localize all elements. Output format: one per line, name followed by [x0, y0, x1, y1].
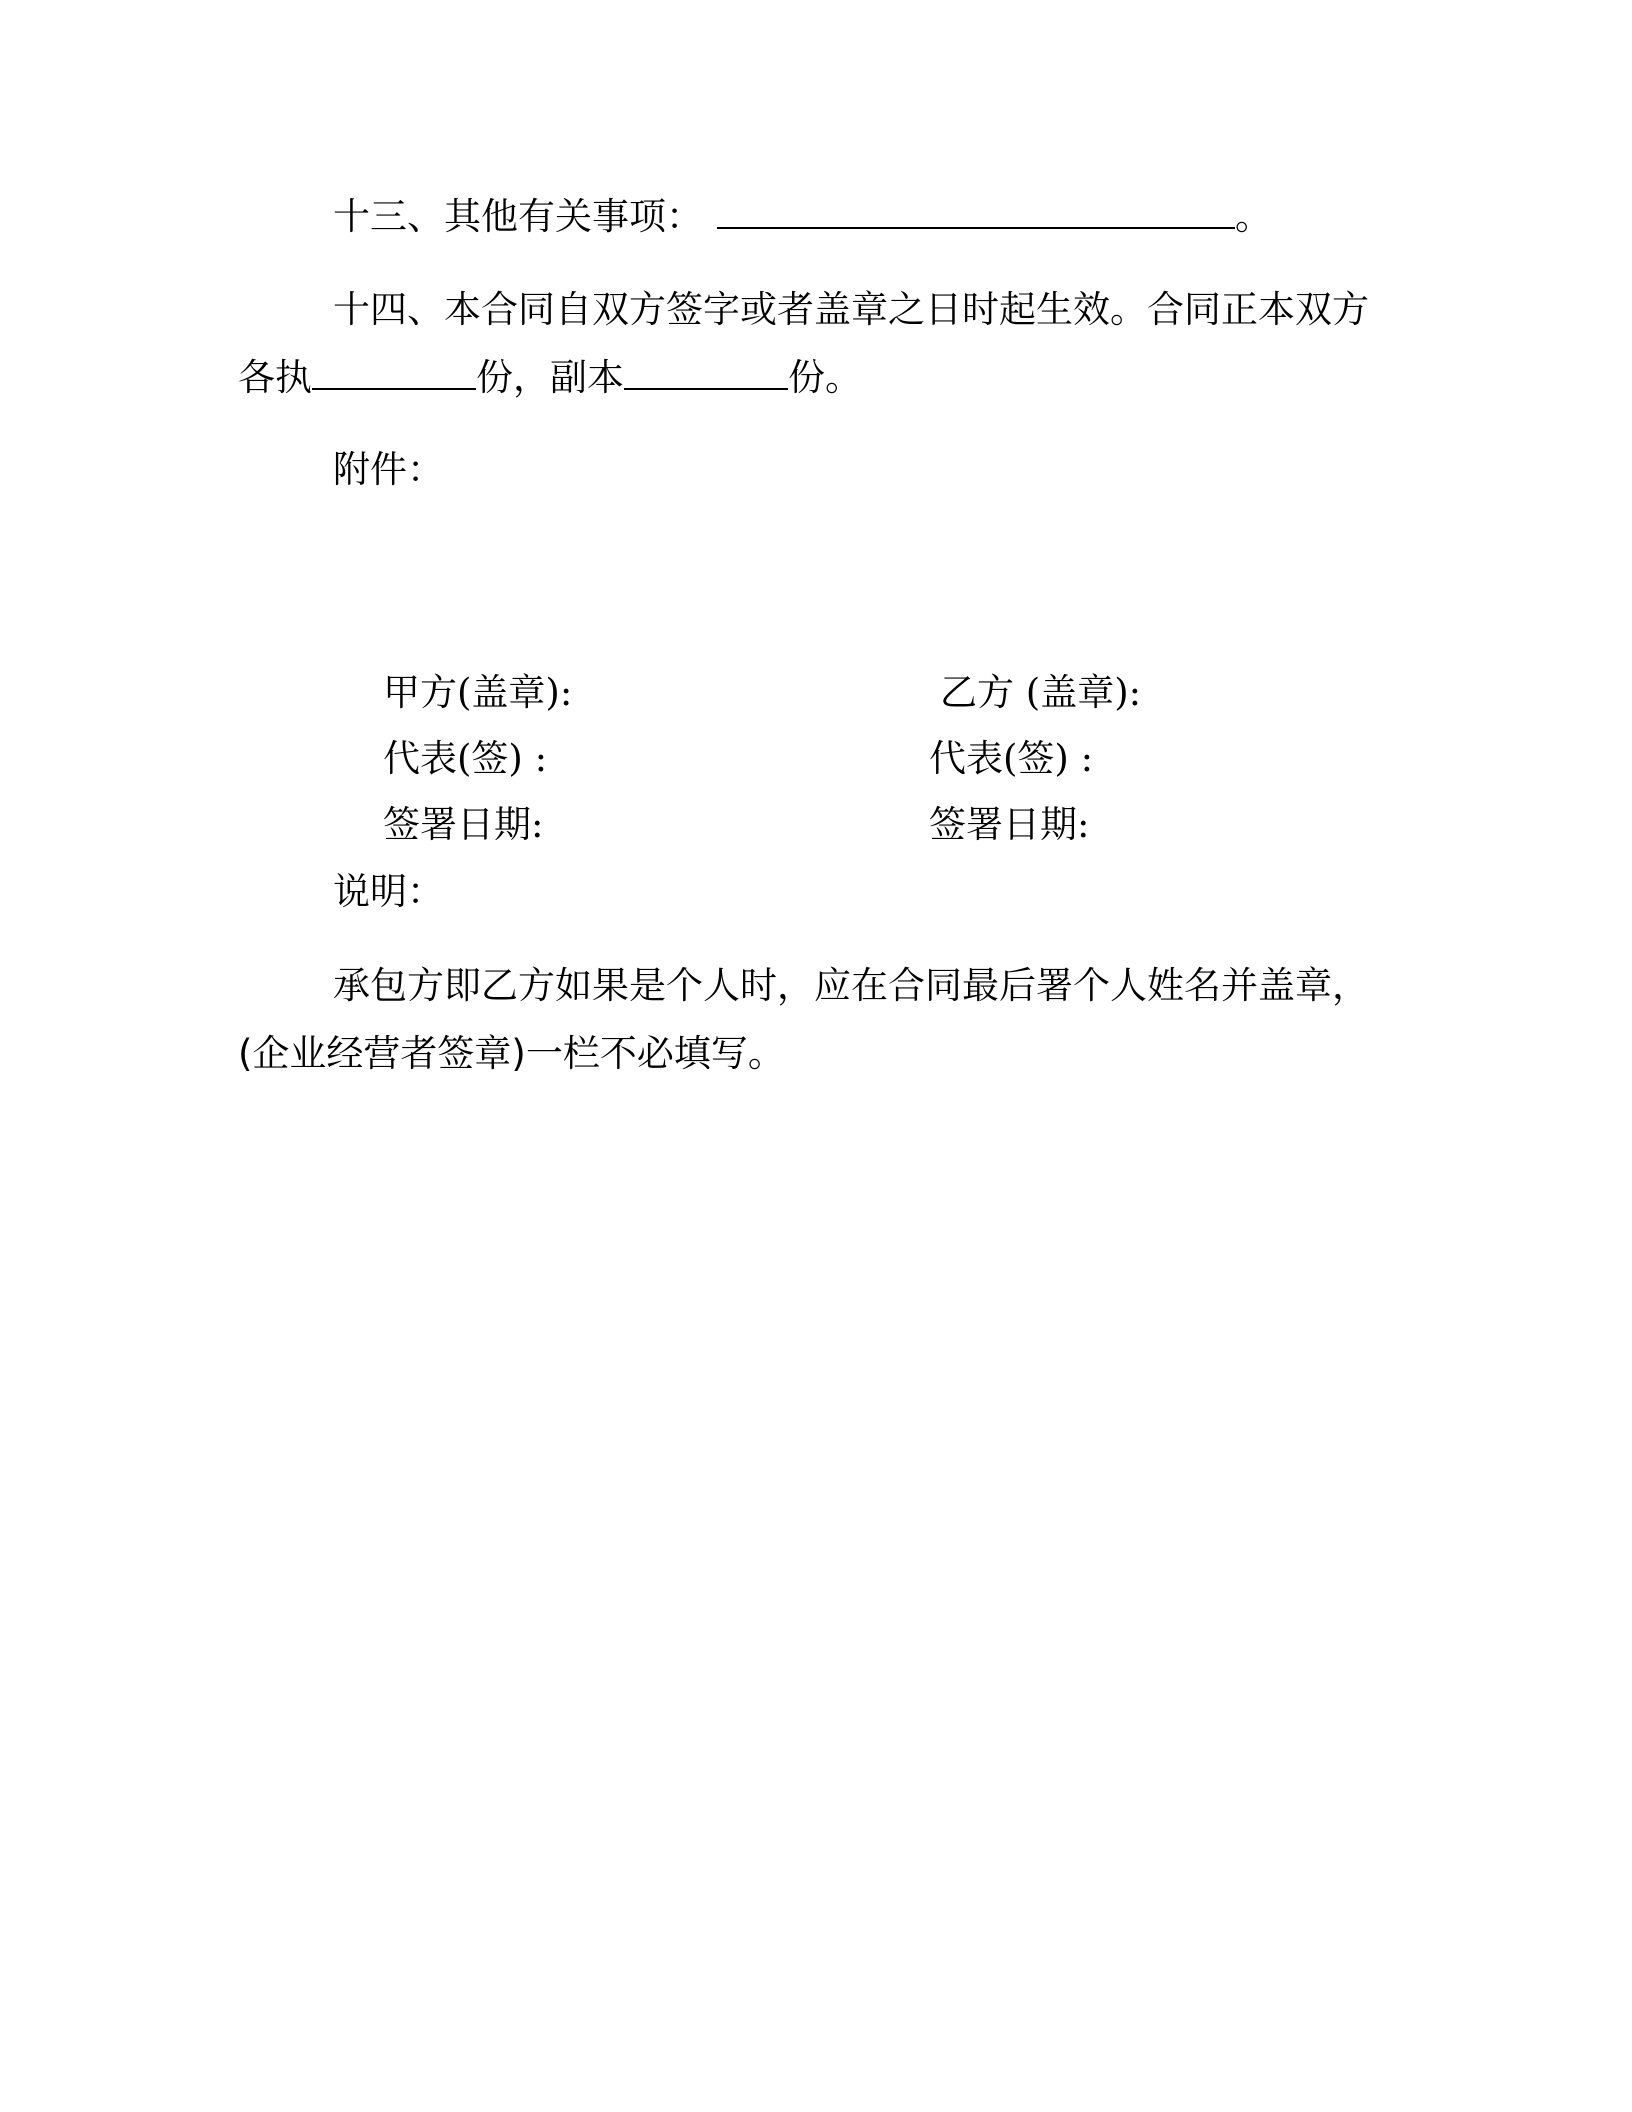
party-b-sign-date-label: 签署日期:: [929, 803, 1090, 846]
party-a-representative-label: 代表(签) :: [383, 737, 548, 780]
clause-14-prefix: 各执: [238, 356, 312, 399]
clause-14-line-2: [238, 354, 862, 402]
clause-14-copies-unit-1: 份，副本: [476, 356, 624, 399]
party-b-representative-label: 代表(签) :: [929, 737, 1094, 780]
attachment-label: 附件：: [333, 448, 444, 491]
party-a-sign-date-label: 签署日期:: [383, 803, 544, 846]
party-a-seal-label: 甲方(盖章):: [383, 671, 573, 714]
clause-14-copies-unit-2: 份。: [788, 356, 862, 399]
party-b-seal-label: 乙方 (盖章):: [940, 671, 1142, 714]
notes-line-2: (企业经营者签章)一栏不必填写。: [238, 1032, 785, 1075]
clause-13-label: 十三、其他有关事项：: [333, 195, 703, 238]
notes-label: 说明：: [333, 870, 444, 913]
original-copies-blank: [312, 354, 476, 390]
clause-14-line-1: 十四、本合同自双方签字或者盖章之日时起生效。合同正本双方: [333, 288, 1369, 331]
clause-13: [333, 193, 1272, 241]
clause-13-end: 。: [1235, 195, 1272, 238]
other-matters-blank: [717, 193, 1235, 229]
notes-line-1: 承包方即乙方如果是个人时，应在合同最后署个人姓名并盖章，: [333, 964, 1369, 1007]
duplicate-copies-blank: [624, 354, 788, 390]
